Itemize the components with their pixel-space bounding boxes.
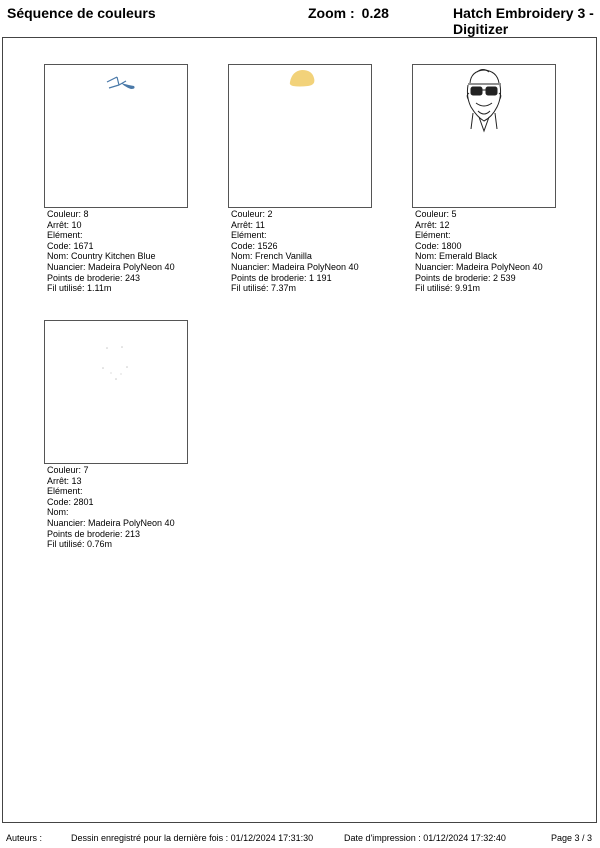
thread-chart: Nuancier: Madeira PolyNeon 40 (231, 261, 359, 272)
color-number: Couleur: 7 (47, 465, 89, 475)
color-number: Couleur: 8 (47, 209, 89, 219)
stitch-count: Points de broderie: 213 (47, 528, 141, 539)
last-saved: Dessin enregistré pour la dernière fois : 01/12/2024 17:31:30 (71, 833, 314, 843)
thread-used: Fil utilisé: 7.37m (231, 283, 297, 294)
yellow-fill-preview (229, 65, 371, 207)
color-number: Couleur: 5 (415, 209, 457, 219)
color-card (44, 64, 188, 294)
page-number: Page 3 / 3 (551, 833, 593, 843)
zoom-value: 0.28 (361, 5, 389, 21)
thread-name: Nom: Country Kitchen Blue (47, 251, 156, 262)
thread-used: Fil utilisé: 0.76m (47, 539, 113, 550)
color-info (228, 209, 372, 294)
design-preview (228, 64, 372, 208)
stop-number: Arrêt: 13 (47, 475, 82, 486)
color-info (44, 209, 188, 294)
thread-chart: Nuancier: Madeira PolyNeon 40 (47, 261, 175, 272)
thread-chart: Nuancier: Madeira PolyNeon 40 (47, 517, 175, 528)
color-card (412, 64, 556, 294)
design-preview (412, 64, 556, 208)
thread-name: Nom: French Vanilla (231, 251, 312, 262)
print-date: Date d'impression : 01/12/2024 17:32:40 (344, 833, 506, 843)
design-preview (44, 320, 188, 464)
element-field: Elément: (415, 230, 451, 241)
thread-chart: Nuancier: Madeira PolyNeon 40 (415, 261, 543, 272)
black-outline-preview (413, 65, 555, 207)
app-name: Hatch Embroidery 3 - Digitizer (453, 5, 594, 37)
thread-code: Code: 1671 (47, 240, 94, 251)
zoom-indicator (308, 5, 389, 21)
page-title: Séquence de couleurs (7, 5, 156, 21)
color-card (44, 320, 188, 550)
color-card (228, 64, 372, 294)
thread-code: Code: 1800 (415, 240, 462, 251)
thread-code: Code: 2801 (47, 496, 94, 507)
design-preview (44, 64, 188, 208)
thread-used: Fil utilisé: 9.91m (415, 283, 481, 294)
blue-stitch-preview (45, 65, 187, 207)
stitch-count: Points de broderie: 243 (47, 272, 141, 283)
authors-label: Auteurs : (6, 833, 43, 843)
element-field: Elément: (231, 230, 267, 241)
stop-number: Arrêt: 10 (47, 219, 82, 230)
color-number: Couleur: 2 (231, 209, 273, 219)
stitch-count: Points de broderie: 1 191 (231, 272, 332, 283)
zoom-label: Zoom : (308, 5, 355, 21)
color-info (44, 465, 188, 550)
stop-number: Arrêt: 11 (231, 219, 265, 230)
thread-code: Code: 1526 (231, 240, 278, 251)
faint-dots-preview (45, 321, 187, 463)
thread-name: Nom: Emerald Black (415, 251, 498, 262)
element-field: Elément: (47, 230, 83, 241)
thread-used: Fil utilisé: 1.11m (47, 283, 112, 294)
color-info (412, 209, 556, 294)
page-footer (0, 832, 600, 844)
element-field: Elément: (47, 486, 83, 497)
stitch-count: Points de broderie: 2 539 (415, 272, 516, 283)
stop-number: Arrêt: 12 (415, 219, 450, 230)
thread-name: Nom: (47, 507, 69, 518)
